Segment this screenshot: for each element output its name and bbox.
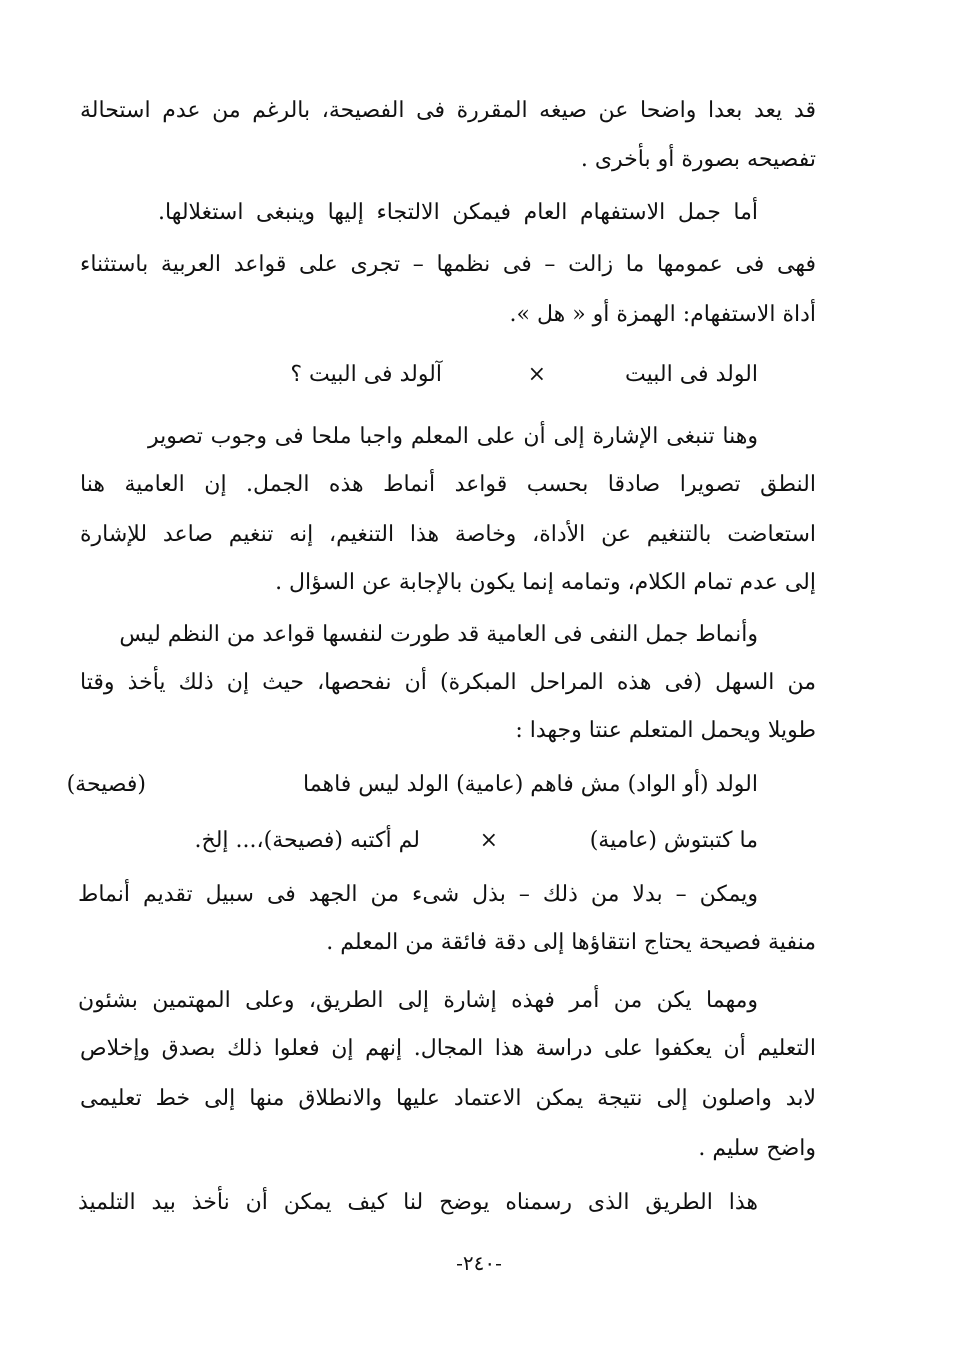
paragraph-3-line-3: استعاضت بالتنغيم عن الأداة، وخاصة هذا التنغيم، إنه تنغيم صاعد للإشارة — [80, 522, 816, 547]
paragraph-7-line-1: هذا الطريق الذى رسمناه يوضح لنا كيف يمكن أن نأخذ بيد التلميذ — [78, 1190, 758, 1215]
example-negation-2-separator: × — [479, 828, 498, 853]
paragraph-4-line-3: طويلا ويحمل المتعلم عنتا وجهدا : — [515, 718, 816, 743]
paragraph-4-line-1: وأنماط جمل النفى فى العامية قد طورت لنفسها قواعد من النظم ليس — [119, 622, 758, 647]
paragraph-6-line-1: ومهما يكن من أمر فهذه إشارة إلى الطريق، وعلى المهتمين بشئون — [78, 988, 758, 1013]
paragraph-5-line-1: ويمكن – بدلا من ذلك – بذل شىء من الجهد فى سبيل تقديم أنماط — [78, 882, 758, 907]
paragraph-2-line-2: فهى فى عمومها ما زالت – فى نظمها – تجرى على قواعد العربية باستثناء — [80, 252, 816, 277]
paragraph-4-line-2: من السهل (فى هذه المراحل المبكرة) أن نفحصها، حيث إن ذلك يأخذ وقتا — [80, 670, 816, 695]
paragraph-6-line-3: لابد واصلون إلى نتيجة يمكن الاعتماد عليها والانطلاق منها إلى خط تعليمى — [80, 1086, 816, 1111]
example-negation-2-colloquial: ما كتبتوش (عامية) — [589, 828, 758, 853]
paragraph-3-line-1: وهنا تنبغى الإشارة إلى أن على المعلم واجبا ملحا فى وجوب تصوير — [148, 424, 758, 449]
paragraph-1-line-1: قد يعد بعدا واضحا عن صيغه المقررة فى الفصيحة، بالرغم من عدم استحالة — [80, 98, 816, 123]
example-negation-1: الولد (أو الواد) مش فاهم (عامية) الولد ليس فاهما — [303, 772, 758, 797]
paragraph-3-line-2: النطق تصويرا صادقا بحسب قواعد أنماط هذه الجمل. إن العامية هنا — [80, 472, 816, 497]
example-question-colloquial: الولد فى البيت — [625, 362, 758, 387]
paragraph-2-line-1: أما جمل الاستفهام العام فيمكن الالتجاء إليها وينبغى استغلالها. — [158, 200, 758, 225]
example-question-separator: × — [527, 362, 546, 387]
paragraph-5-line-2: منفية فصيحة يحتاج انتقاؤها إلى دقة فائقة من المعلم . — [326, 930, 816, 955]
example-negation-2-classical: لم أكتبه (فصيحة)،... إلخ. — [194, 828, 420, 853]
paragraph-3-line-4: إلى عدم تمام الكلام، وتمامه إنما يكون بالإجابة عن السؤال . — [275, 570, 816, 595]
paragraph-2-line-3: أداة الاستفهام: الهمزة أو « هل ». — [509, 302, 816, 327]
example-question-classical: آلولد فى البيت ؟ — [290, 362, 442, 387]
page-number: -٢٤٠- — [456, 1251, 502, 1275]
example-negation-1-tag: (فصيحة) — [66, 772, 146, 797]
paragraph-6-line-2: التعليم أن يعكفوا على دراسة هذا المجال. إنهم إن فعلوا ذلك بصدق وإخلاص — [80, 1036, 816, 1061]
paragraph-6-line-4: واضح سليم . — [698, 1136, 816, 1161]
paragraph-1-line-2: تفصيحه بصورة أو بأخرى . — [580, 147, 816, 172]
